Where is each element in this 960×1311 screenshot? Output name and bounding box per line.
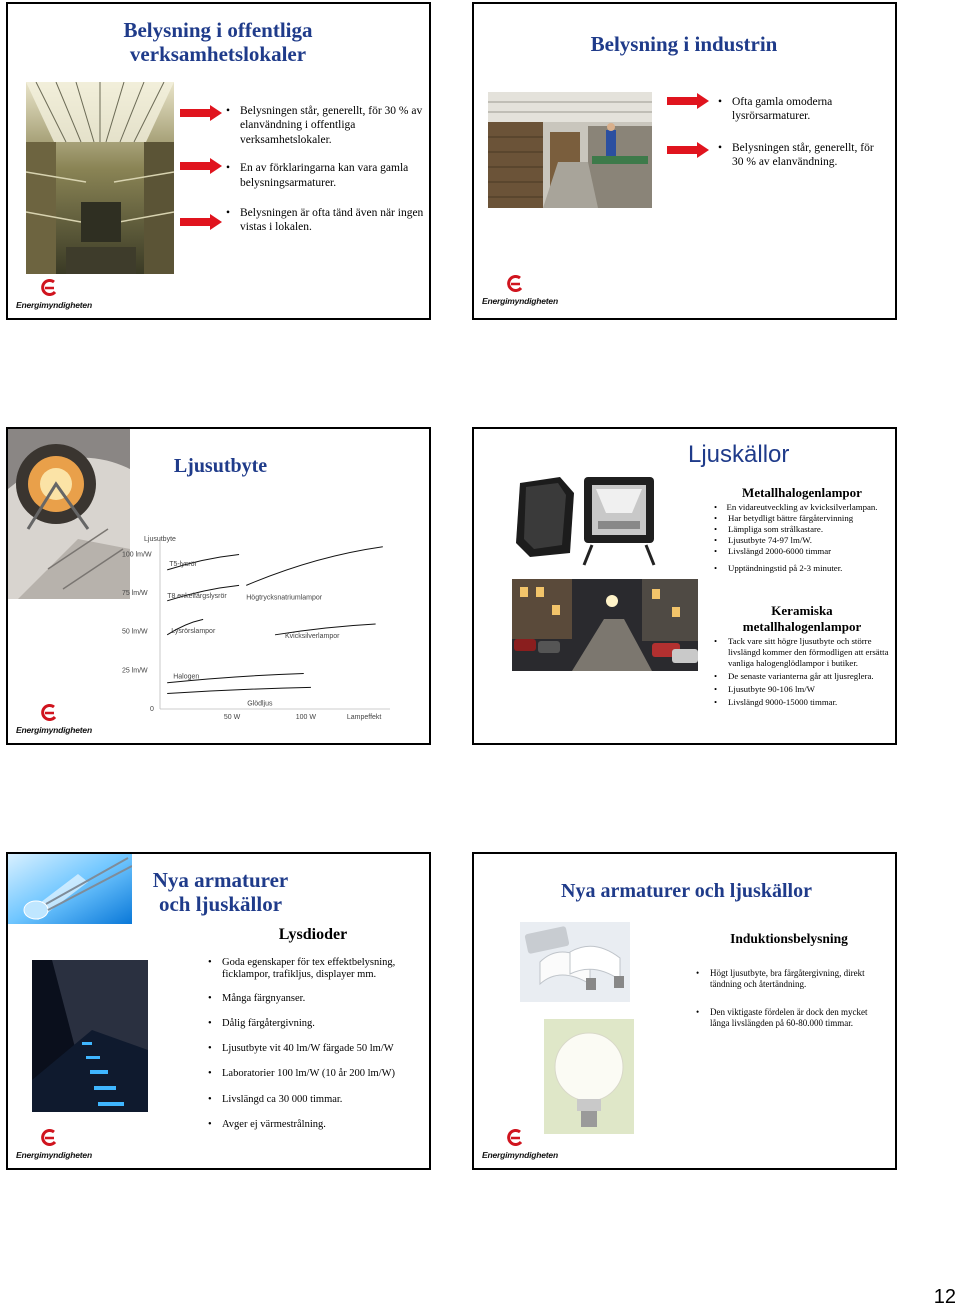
slide-ljusutbyte [6, 427, 431, 745]
series-label: Halogen [173, 673, 200, 681]
y-tick-label: 100 lm/W [122, 551, 152, 559]
logo-mark-icon [40, 1128, 60, 1148]
bullet-item: • Livslängd ca 30 000 timmar. [208, 1093, 418, 1106]
globe-bulb-photo [544, 1019, 634, 1134]
bullet-item: • Belysningen står, generellt, för 30 % av elanvändning. [718, 141, 878, 170]
bullet-list [714, 636, 890, 708]
bullet-item: • Belysningen står, generellt, för 30 % av elanvändning i offentliga verksamhetslokaler. [226, 104, 424, 147]
slide-ljuskallor [472, 427, 897, 745]
atrium-photo [26, 82, 174, 274]
bullet-item: • De senaste varianterna går att ljusreglera. [714, 671, 890, 682]
bullet-item: • Upptändningstid på 2-3 minuter. [714, 563, 890, 574]
bullet-item: • Goda egenskaper för tex effektbelysning, ficklampor, trafikljus, displayer mm. [208, 957, 418, 980]
bullet-item: • Laboratorier 100 lm/W (10 år 200 lm/W) [208, 1067, 418, 1080]
ljusutbyte-chart [118, 519, 428, 729]
red-arrow-icon [180, 214, 222, 230]
y-tick-label: 0 [150, 706, 154, 713]
red-arrow-icon [180, 105, 222, 121]
bullet-item: • Ofta gamla omoderna lysrörsarmaturer. [718, 95, 878, 124]
slide-title: Ljusutbyte [173, 455, 268, 477]
y-tick-label: 50 lm/W [122, 628, 148, 636]
energimyndigheten-logo: Energimyndigheten [16, 278, 96, 310]
bullet-item: • Dålig färgåtergivning. [208, 1017, 418, 1030]
section-heading: Metallhalogenlampor [742, 485, 862, 500]
slide-title: Nya armaturer och ljuskällor [152, 868, 289, 917]
floodlight-photo [512, 473, 662, 569]
bullet-item: • Lämpliga som strålkastare. [714, 524, 890, 535]
red-arrow-icon [180, 158, 222, 174]
energimyndigheten-logo: Energimyndigheten [482, 274, 562, 306]
section-heading: Induktionsbelysning [730, 931, 848, 946]
series-label: Kvicksilverlampor [285, 632, 340, 640]
lamp-photo [8, 429, 130, 599]
series-line [246, 547, 383, 586]
series-label: T5-lysrör [169, 560, 197, 568]
bullet-item: • Ljusutbyte vit 40 lm/W färgade 50 lm/W [208, 1042, 418, 1055]
energimyndigheten-logo: Energimyndigheten [16, 1128, 96, 1160]
x-tick-label: 100 W [295, 714, 316, 721]
bullet-item: • En vidareutveckling av kvicksilverlampan. [714, 502, 890, 513]
bullet-item: • Många färgnyanser. [208, 992, 418, 1005]
street-photo [512, 579, 698, 671]
slide-lysdioder [6, 852, 431, 1170]
bullet-item: • En av förklaringarna kan vara gamla belysningsarmaturer. [226, 161, 424, 190]
logo-mark-icon [506, 274, 526, 294]
bullet-item: • Högt ljusutbyte, bra färgåtergivning, direkt tändning och återtändning. [696, 968, 882, 991]
bullet-list [226, 104, 424, 235]
bullet-list [714, 502, 890, 574]
slide-title: Belysning i offentliga verksamhetslokaler [123, 18, 313, 67]
led-photo [8, 854, 132, 924]
led-corridor-photo [32, 960, 148, 1112]
page-number: 12 [933, 1286, 956, 1308]
y-tick-label: 75 lm/W [122, 590, 148, 598]
slide-title: Ljuskällor [688, 441, 790, 468]
bullet-item: • Avger ej värmestrålning. [208, 1118, 418, 1131]
bullet-list [696, 968, 882, 1029]
bullet-item: • Livslängd 2000-6000 timmar [714, 546, 890, 557]
logo-mark-icon [40, 278, 60, 298]
y-tick-label: 25 lm/W [122, 667, 148, 675]
bullet-item: • Den viktigaste fördelen är dock den mycket långa livslängden på 60-80.000 timmar. [696, 1007, 882, 1030]
bullet-item: • Livslängd 9000-15000 timmar. [714, 697, 890, 708]
slide-title: Nya armaturer och ljuskällor [561, 880, 812, 902]
slide-title: Belysning i industrin [590, 32, 778, 56]
slide-offentliga [6, 2, 431, 320]
series-label: Lysrörslampor [171, 627, 216, 635]
series-label: T8 enkelfärgslysrör [167, 592, 227, 600]
x-axis-label: Lampeffekt [346, 714, 382, 721]
bullet-list [208, 957, 418, 1131]
logo-mark-icon [506, 1128, 526, 1148]
section-heading: Keramiska metallhalogenlampor [742, 603, 862, 634]
logo-mark-icon [40, 703, 60, 723]
section-heading: Lysdioder [278, 926, 348, 943]
bullet-item: • Tack vare sitt högre ljusutbyte och större livslängd kommer den förmodligen att ersätta vanliga halogenglödlampor i butiker. [714, 636, 890, 669]
factory-photo [488, 92, 652, 208]
bullet-item: • Belysningen är ofta tänd även när ingen vistas i lokalen. [226, 206, 424, 235]
bullet-item: • Har betydligt bättre färgåtervinning [714, 513, 890, 524]
slide-induktion [472, 852, 897, 1170]
induction-lamps-photo [520, 922, 630, 1002]
bullet-list [718, 95, 878, 170]
bullet-item: • Ljusutbyte 74-97 lm/W. [714, 535, 890, 546]
series-label: Högtrycksnatriumlampor [246, 594, 323, 602]
y-axis-label: Ljusutbyte [144, 536, 176, 543]
bullet-item: • Ljusutbyte 90-106 lm/W [714, 684, 890, 695]
slide-industrin [472, 2, 897, 320]
x-tick-label: 50 W [223, 714, 241, 721]
red-arrow-icon [667, 93, 709, 109]
energimyndigheten-logo: Energimyndigheten [16, 703, 96, 735]
series-label: Glödljus [247, 700, 273, 708]
series-line [167, 687, 311, 693]
red-arrow-icon [667, 142, 709, 158]
energimyndigheten-logo: Energimyndigheten [482, 1128, 562, 1160]
